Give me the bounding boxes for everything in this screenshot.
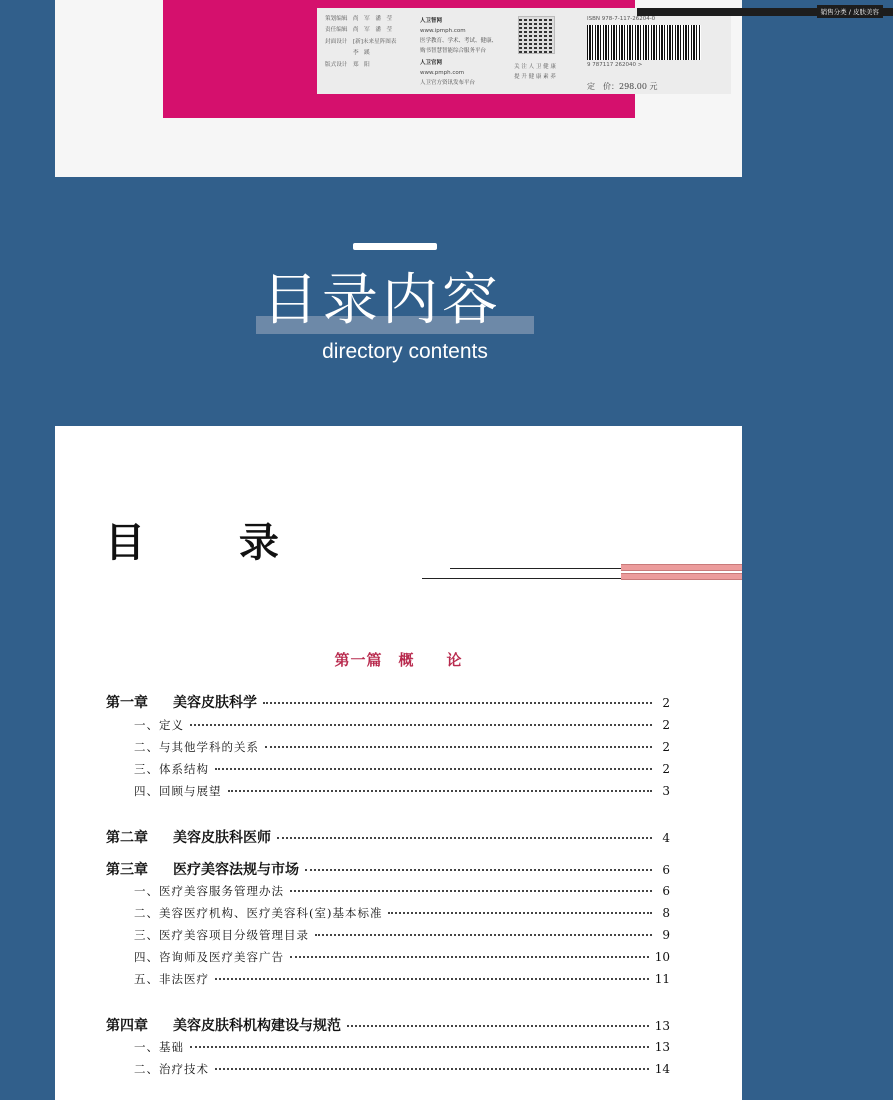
site-line: www.ipmph.com: [420, 28, 466, 34]
page-number: 13: [654, 1040, 670, 1054]
qr-caption-line: 关 注 人 卫 健 康: [514, 64, 556, 70]
book-info-panel: [317, 8, 879, 94]
page-number: 6: [662, 863, 670, 877]
toc-entry-title: [106, 827, 271, 847]
page-number: 8: [662, 906, 670, 920]
dot-leader: [290, 890, 652, 892]
dot-leader: [290, 956, 649, 958]
credit-line: 责任编辑 尚 军 潘 莹: [325, 27, 393, 34]
toc-section-row[interactable]: [134, 783, 670, 799]
toc-entry-title: 四、咨询师及医疗美容广告: [134, 950, 284, 964]
dot-leader: [388, 912, 652, 914]
toc-entry-title: [106, 1015, 341, 1035]
site-line: www.pmph.com: [420, 70, 465, 76]
dot-leader: [277, 837, 652, 839]
chapter-number: 第一章: [106, 695, 148, 711]
dot-leader: [228, 790, 653, 792]
toc-section-row[interactable]: [134, 883, 670, 899]
toc-entry-title: 一、基础: [134, 1040, 184, 1054]
heading-decor-line: [353, 243, 437, 250]
dot-leader: [190, 724, 652, 726]
chapter-number: 第二章: [106, 830, 148, 846]
editor-credits: [325, 14, 410, 71]
panel-dark-strip: [637, 8, 893, 16]
toc-entry-title: 五、非法医疗: [134, 972, 209, 986]
toc-chapter-row[interactable]: [106, 859, 670, 879]
toc-entry-title: [106, 859, 299, 879]
page-number: 14: [654, 1062, 670, 1076]
book-back-card: [55, 0, 879, 177]
toc-section-row[interactable]: [134, 949, 670, 965]
credit-line: 策划编辑 尚 军 潘 莹: [325, 16, 393, 22]
site-title: 人卫官网: [420, 60, 443, 66]
credit-line: 封面设计 [新]未来星阵图表: [325, 38, 397, 45]
page-number: 2: [662, 718, 670, 732]
toc-section-row[interactable]: [134, 971, 670, 987]
publisher-sites: [420, 16, 508, 88]
toc-section-row[interactable]: [134, 1039, 670, 1055]
page-number: 11: [654, 972, 670, 986]
toc-entry-title: 一、定义: [134, 718, 184, 732]
dot-leader: [265, 746, 652, 748]
section-title-cn: 目录内容: [262, 268, 502, 333]
toc-entry-title: 四、回顾与展望: [134, 784, 222, 798]
decor-pink-bar: [621, 573, 742, 580]
page-number: 2: [662, 762, 670, 776]
chapter-number: 第四章: [106, 1018, 148, 1034]
page-number: 3: [662, 784, 670, 798]
barcode: [587, 25, 701, 60]
toc-entry-title: [106, 692, 257, 712]
toc-section-row[interactable]: [134, 927, 670, 943]
toc-entry-title: 二、与其他学科的关系: [134, 740, 259, 754]
dot-leader: [315, 934, 652, 936]
barcode-number: 9 787117 262040 >: [587, 62, 643, 68]
sales-category-tag: 销售分类 / 皮肤美容: [817, 5, 883, 18]
toc-chapter-row[interactable]: [106, 827, 670, 847]
qr-caption-line: 提 升 健 康 素 养: [514, 74, 556, 80]
toc-entry-title: 三、体系结构: [134, 762, 209, 776]
page-number: 6: [662, 884, 670, 898]
dot-leader: [215, 768, 652, 770]
toc-section-row[interactable]: [134, 1061, 670, 1077]
section-title-en: directory contents: [322, 340, 488, 363]
toc-chapter-row[interactable]: [106, 692, 670, 712]
chapter-title: 美容皮肤科学: [173, 695, 257, 711]
toc-section-row[interactable]: [134, 717, 670, 733]
page-number: 13: [654, 1019, 670, 1033]
page-number: 2: [662, 740, 670, 754]
dot-leader: [263, 702, 652, 704]
chapter-title: 医疗美容法规与市场: [173, 862, 299, 878]
toc-chapter-row[interactable]: [106, 1015, 670, 1035]
toc-entry-title: 三、医疗美容项目分级管理目录: [134, 928, 309, 942]
chapter-number: 第三章: [106, 862, 148, 878]
qr-code: [518, 16, 555, 54]
dot-leader: [347, 1025, 649, 1027]
toc-section-row[interactable]: [134, 905, 670, 921]
toc-page: [55, 426, 742, 1100]
chapter-title: 美容皮肤科医师: [173, 830, 271, 846]
toc-entry-title: 一、医疗美容服务管理办法: [134, 884, 284, 898]
toc-entry-title: 二、治疗技术: [134, 1062, 209, 1076]
chapter-title: 美容皮肤科机构建设与规范: [173, 1018, 341, 1034]
credit-line: 李 蹊: [325, 50, 370, 57]
site-line: 购书智慧智能综合服务平台: [420, 48, 487, 54]
qr-caption: [513, 62, 557, 82]
dot-leader: [190, 1046, 649, 1048]
toc-entry-title: 二、美容医疗机构、医疗美容科(室)基本标准: [134, 906, 383, 920]
price: 定 价：298.00 元: [587, 82, 658, 91]
isbn-text: ISBN 978-7-117-26204-0: [587, 16, 656, 22]
toc-section-row[interactable]: [134, 761, 670, 777]
page-number: 4: [662, 831, 670, 845]
dot-leader: [215, 978, 649, 980]
page-number: 9: [662, 928, 670, 942]
credit-line: 版式设计 郑 阳: [325, 61, 370, 68]
toc-title: 目 录: [105, 519, 319, 566]
site-title: 人卫智网: [420, 18, 443, 24]
decor-pink-bar: [621, 564, 742, 571]
dot-leader: [215, 1068, 649, 1070]
dot-leader: [305, 869, 652, 871]
page-number: 10: [654, 950, 670, 964]
part-title: 第一篇 概 论: [334, 651, 463, 669]
toc-section-row[interactable]: [134, 739, 670, 755]
site-line: 人卫官方资讯发布平台: [420, 80, 476, 86]
page-number: 2: [662, 696, 670, 710]
site-line: 医学教育、学术、考试、健康、: [420, 38, 498, 44]
book-back-cover: [163, 0, 879, 118]
